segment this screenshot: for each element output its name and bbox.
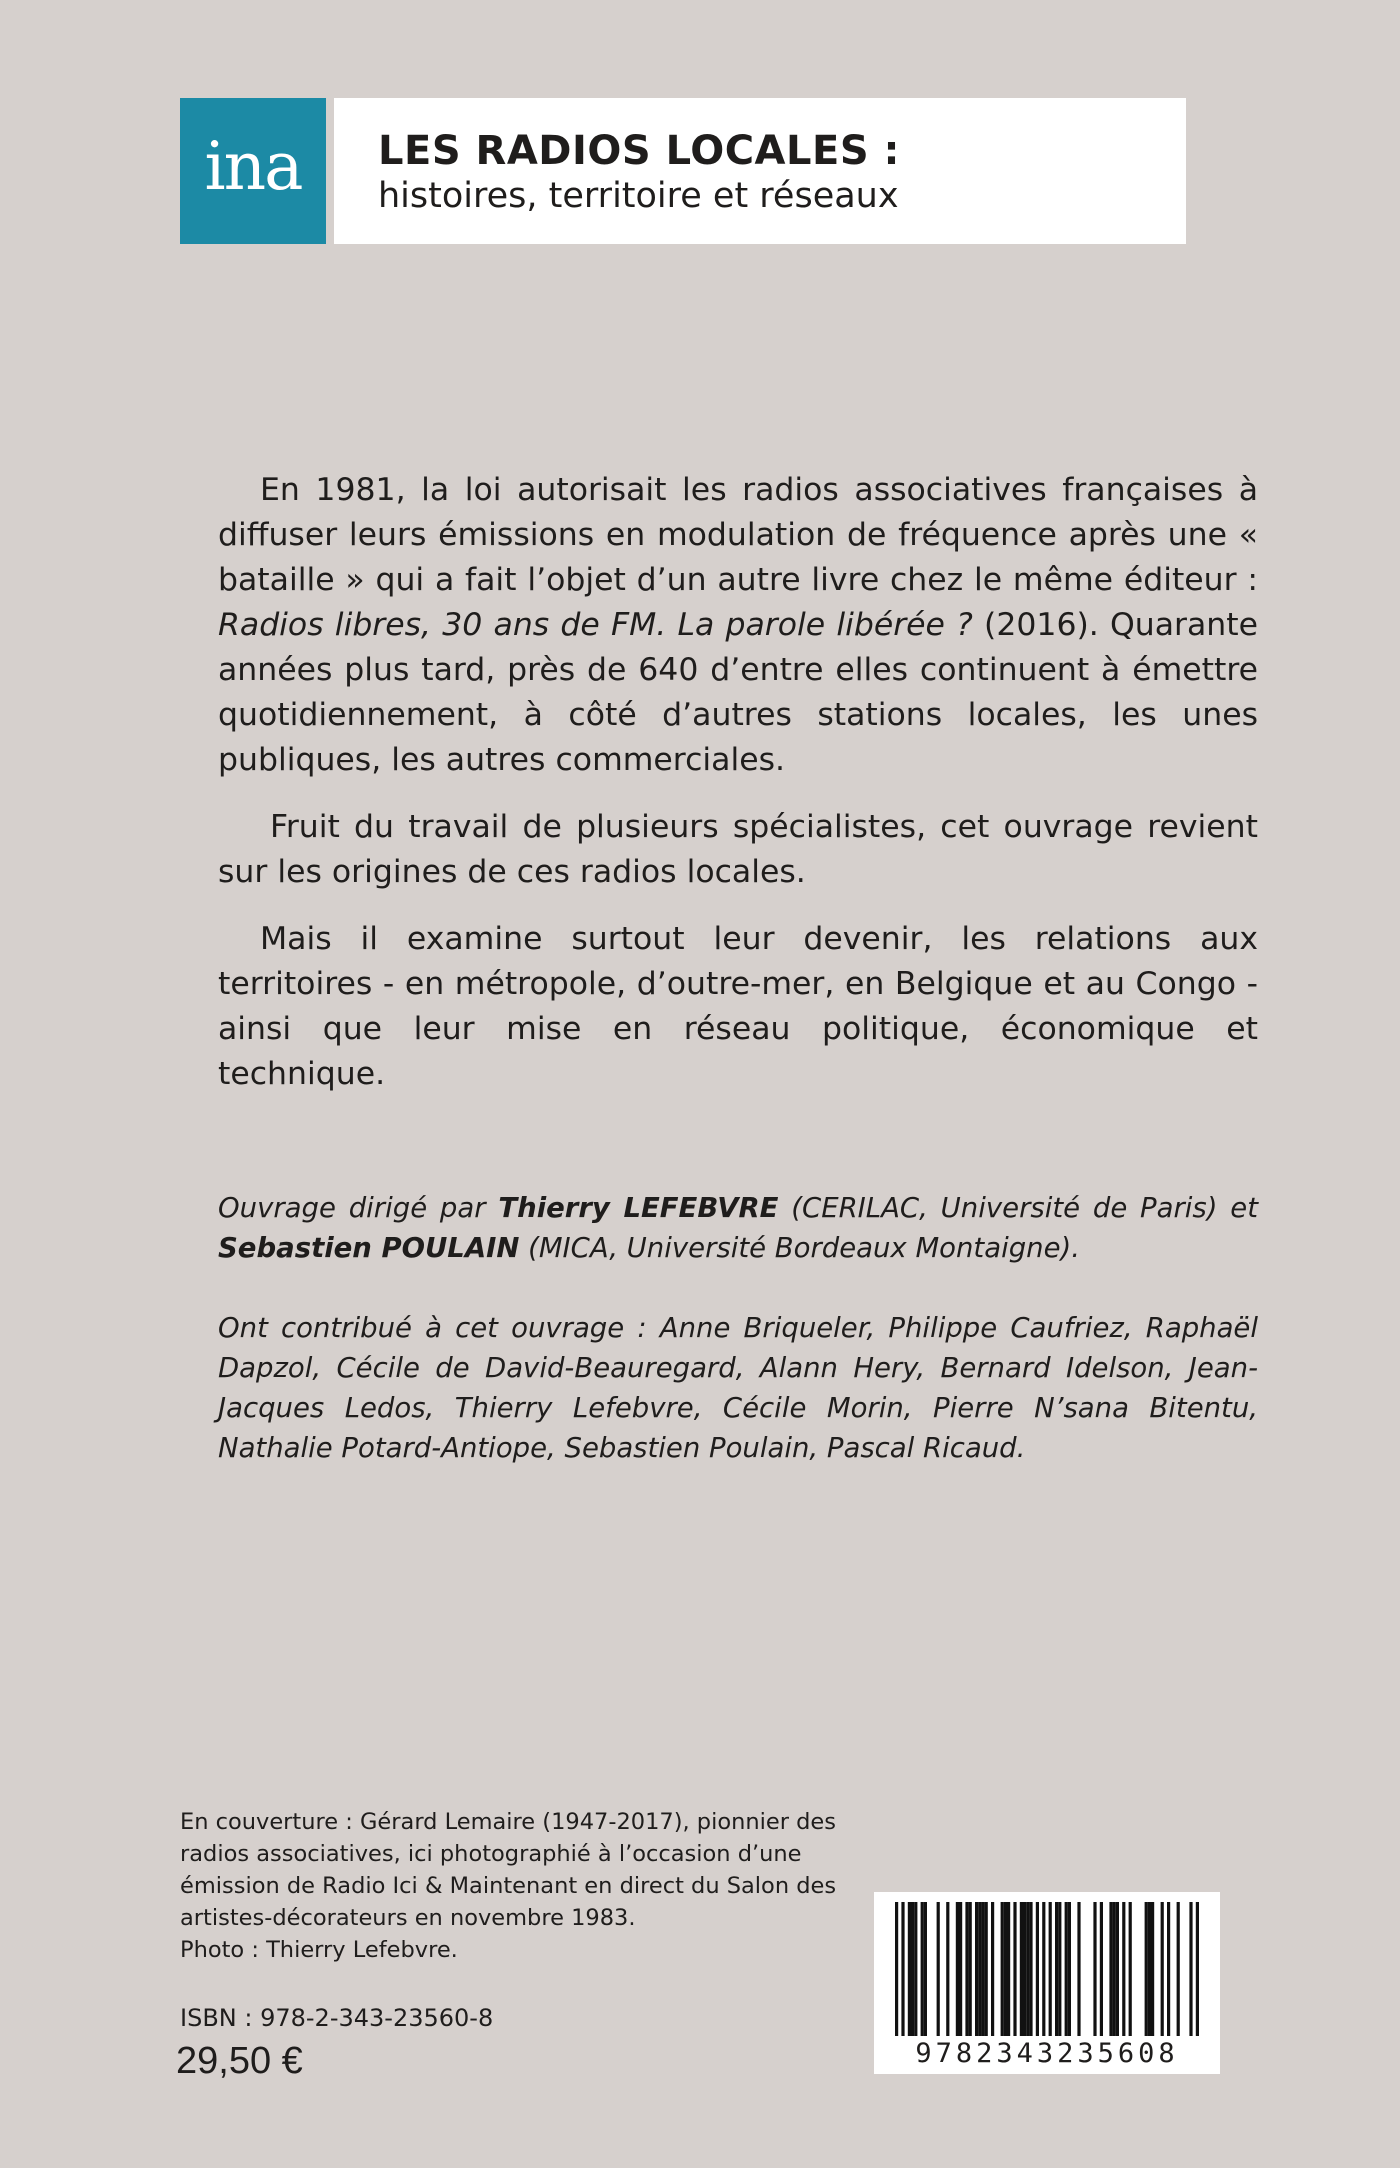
barcode-bar	[911, 1902, 914, 2036]
barcode-bar	[924, 1902, 927, 2036]
barcode-bar	[908, 1902, 911, 2036]
barcode-bar	[1113, 1902, 1116, 2036]
summary-paragraph-2: Fruit du travail de plusieurs spécialistes, cet ouvrage revient sur les origines de ces radios locales.	[218, 809, 1258, 890]
barcode-bar	[1023, 1902, 1026, 2036]
cover-note-line: artistes-décorateurs en novembre 1983.	[180, 1905, 636, 1931]
barcode-bar	[1049, 1902, 1052, 2036]
barcode-bar	[1077, 1902, 1080, 2036]
barcode-bar	[1151, 1902, 1154, 2036]
barcode-bar	[946, 1902, 949, 2036]
barcode-bar	[1058, 1902, 1061, 2036]
barcode-bar	[1026, 1902, 1029, 2036]
cover-photo-note	[180, 1806, 837, 1966]
barcode-bar	[1007, 1902, 1010, 2036]
barcode	[874, 1892, 1220, 2074]
cover-note-line: En couverture : Gérard Lemaire (1947-2017), pionnier des	[180, 1809, 836, 1835]
summary-text	[218, 468, 1258, 1119]
barcode-bar	[1065, 1902, 1068, 2036]
logo-divider	[326, 98, 334, 244]
barcode-bar	[921, 1902, 924, 2036]
barcode-bar	[959, 1902, 962, 2036]
barcode-bar	[1029, 1902, 1032, 2036]
publisher-logo: ina	[180, 98, 326, 244]
price: 29,50 €	[176, 2040, 303, 2082]
barcode-bar	[1122, 1902, 1125, 2036]
header-banner	[180, 98, 1186, 244]
cover-note-line: Photo : Thierry Lefebvre.	[180, 1937, 458, 1963]
barcode-bar	[985, 1902, 988, 2036]
barcode-bar	[901, 1902, 904, 2036]
barcode-bar	[1004, 1902, 1007, 2036]
barcode-bar	[1042, 1902, 1045, 2036]
barcode-bar	[1109, 1902, 1112, 2036]
barcode-bar	[895, 1902, 898, 2036]
barcode-bar	[1093, 1902, 1096, 2036]
summary-paragraph-3: Mais il examine surtout leur devenir, les relations aux territoires - en métropole, d’outre-mer, en Belgique et au Congo - ainsi que leur mise en réseau politique, économique et technique.	[218, 921, 1258, 1092]
barcode-bar	[965, 1902, 968, 2036]
barcode-bar	[1148, 1902, 1151, 2036]
cover-note-line: émission de Radio Ici & Maintenant en direct du Salon des	[180, 1873, 837, 1899]
barcode-bar	[1100, 1902, 1103, 2036]
contributors: Ont contribué à cet ouvrage : Anne Briqueler, Philippe Caufriez, Raphaël Dapzol, Cécile de David-Beauregard, Alann Hery, Bernard Idelson, Jean-Jacques Ledos, Thierry Lefebvre, Cécile Morin, Pierre N’sana Bitentu, Nathalie Potard-Antiope, Sebastien Poulain, Pascal Ricaud.	[218, 1312, 1258, 1464]
book-title: LES RADIOS LOCALES :	[378, 128, 901, 174]
barcode-bar	[981, 1902, 984, 2036]
barcode-bars	[874, 1892, 1220, 2038]
barcode-bar	[1189, 1902, 1192, 2036]
barcode-bar	[1177, 1902, 1180, 2036]
barcode-bar	[1013, 1902, 1016, 2036]
barcode-bar	[978, 1902, 981, 2036]
credits-section	[218, 1188, 1258, 1508]
barcode-bar	[1116, 1902, 1119, 2036]
barcode-bar	[1020, 1902, 1023, 2036]
barcode-bar	[1001, 1902, 1004, 2036]
barcode-bar	[1055, 1902, 1058, 2036]
barcode-digits: 9782343235608	[915, 2038, 1179, 2069]
cover-note-line: radios associatives, ici photographié à l’occasion d’une	[180, 1841, 802, 1867]
barcode-bar	[1145, 1902, 1148, 2036]
directed-by: Ouvrage dirigé par Thierry LEFEBVRE (CERILAC, Université de Paris) et Sebastien POULAIN (MICA, Université Bordeaux Montaigne).	[218, 1192, 1258, 1264]
barcode-bar	[1161, 1902, 1164, 2036]
barcode-bar	[991, 1902, 994, 2036]
barcode-bar	[956, 1902, 959, 2036]
book-subtitle: histoires, territoire et réseaux	[378, 176, 899, 216]
barcode-bar	[1167, 1902, 1170, 2036]
barcode-bar	[1129, 1902, 1132, 2036]
barcode-bar	[1196, 1902, 1199, 2036]
barcode-bar	[914, 1902, 917, 2036]
barcode-bar	[1036, 1902, 1039, 2036]
title-block	[334, 98, 900, 244]
barcode-bar	[1068, 1902, 1071, 2036]
summary-paragraph-1: En 1981, la loi autorisait les radios associatives françaises à diffuser leurs émissions en modulation de fréquence après une « bataille » qui a fait l’objet d’un autre livre chez le même éditeur : Radios libres, 30 ans de FM. La parole libérée ? (2016). Quarante années plus tard, près de 640 d’entre elles continuent à émettre quotidiennement, à côté d’autres stations locales, les unes publiques, les autres commerciales.	[218, 472, 1259, 778]
isbn: ISBN : 978-2-343-23560-8	[180, 2004, 494, 2032]
barcode-bar	[975, 1902, 978, 2036]
barcode-bar	[937, 1902, 940, 2036]
barcode-bar	[969, 1902, 972, 2036]
